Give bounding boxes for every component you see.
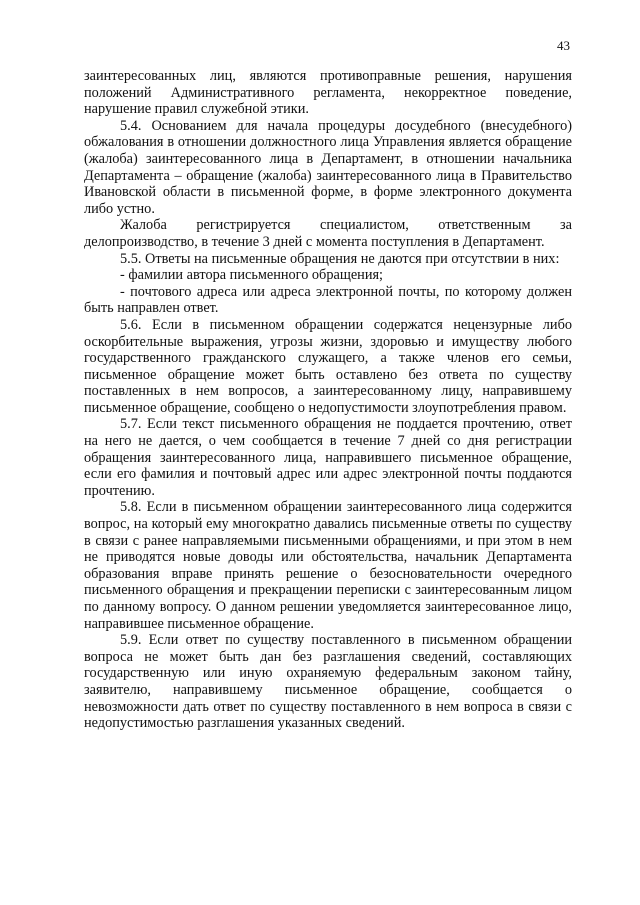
paragraph-5-7: 5.7. Если текст письменного обращения не поддается прочтению, ответ на него не дается, о чем сообщается в течение 7 дней со дня регистрации обращения заинтересованного лица, направившего письменное обращение, если его фамилия и почтовый адрес или адрес электронной почты поддаются прочтению.	[84, 416, 572, 499]
paragraph-continuation: заинтересованных лиц, являются противоправные решения, нарушения положений Административного регламента, некорректное поведение, нарушение правил служебной этики.	[84, 68, 572, 118]
paragraph-5-8: 5.8. Если в письменном обращении заинтересованного лица содержится вопрос, на который ему многократно давались письменные ответы по существу в связи с ранее направляемыми письменными обращениями, и при этом в нем не приводятся новые доводы или обстоятельства, начальник Департамента образования вправе принять решение о безосновательности очередного письменного обращения и прекращении переписки с заинтересованным лицом по данному вопросу. О данном решении уведомляется заинтересованное лицо, направившее письменное обращение.	[84, 499, 572, 632]
page-number: 43	[557, 38, 570, 53]
list-item-surname: - фамилии автора письменного обращения;	[120, 267, 384, 284]
paragraph-5-6: 5.6. Если в письменном обращении содержатся нецензурные либо оскорбительные выражения, угрозы жизни, здоровью и имуществу любого государственного гражданского служащего, а также членов его семьи, письменное обращение может быть оставлено без ответа по существу поставленных в нем вопросов, а заинтересованному лицу, направившему письменное обращение, сообщено о недопустимости злоупотребления правом.	[84, 316, 572, 416]
paragraph-5-9: 5.9. Если ответ по существу поставленного в письменном обращении вопроса не может быть дан без разглашения сведений, составляющих государственную или иную охраняемую федеральным законом тайну, заявителю, направившему письменное обращение, сообщается о невозможности дать ответ по существу поставленного в нем вопроса в связи с недопустимостью разглашения указанных сведений.	[84, 632, 572, 732]
paragraph-5-4: 5.4. Основанием для начала процедуры досудебного (внесудебного) обжалования в отношении должностного лица Управления является обращение (жалоба) заинтересованного лица в Департамент, в отношении начальника Департамента – обращение (жалоба) заинтересованного лица в Правительство Ивановской области в письменной форме, в форме электронного документа либо устно.	[84, 117, 572, 217]
paragraph-5-5: 5.5. Ответы на письменные обращения не даются при отсутствии в них:	[120, 250, 560, 267]
paragraph-complaint-registration: Жалоба регистрируется специалистом, ответственным за делопроизводство, в течение 3 дней с момента поступления в Департамент.	[84, 217, 572, 250]
document-body	[84, 68, 572, 732]
list-item-address: - почтового адреса или адреса электронной почты, по которому должен быть направлен ответ.	[84, 283, 572, 317]
